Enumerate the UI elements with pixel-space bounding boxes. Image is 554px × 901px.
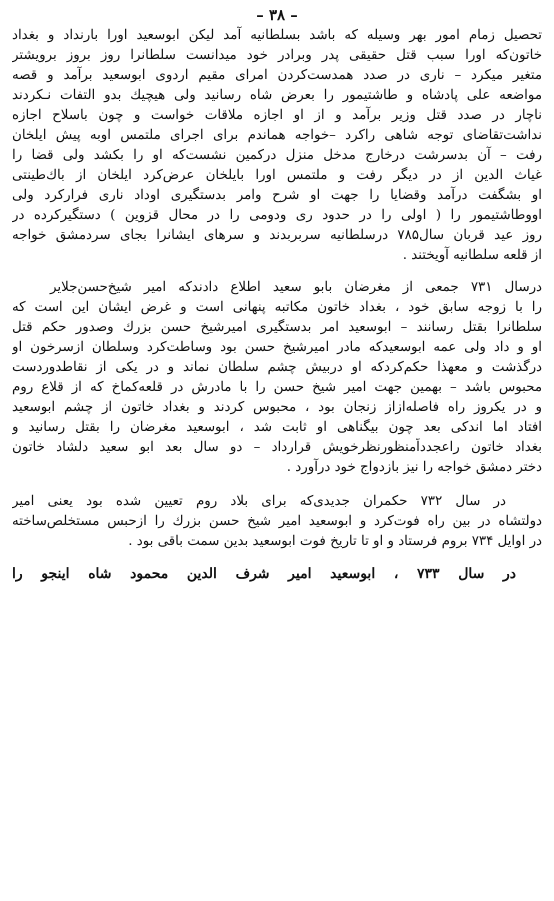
- text-line: غیاث الدین از در دیگر رفت و ملتمس اورا بایلخان عرض‌کرد ایلخان از باك‌طینتی: [12, 168, 542, 183]
- text-line: دختر دمشق خواجه را نیز بازدواج خود درآورد .: [286, 460, 542, 475]
- text-line: از قلعه سلطانیه آویختند .: [402, 248, 542, 263]
- text-line: را با زوجه سابق خود ، بغداد خاتون مکاتبه پنهانی است و غرض ایشان این است که: [12, 300, 542, 315]
- text-line: در اوایل ۷۳۴ بروم فرستاد و او تا تاریخ فوت ابوسعید بدین سمت باقی بود .: [128, 534, 542, 549]
- text-line: اووطاشتیمور را ( اولی را در حدود ری ودومی را در محال قزوین ) دستگیر‌کرده در: [12, 208, 542, 223]
- text-line: مواضعه علی پادشاه و طاشتیمور را بعرض شاه رسانید ولی هیچیك بدو التفات نـکردند: [12, 88, 542, 103]
- text-line: رفت – آن بدسرشت درخارج مدخل منزل درکمین نشست‌که او را بکشد ولی قضا را: [12, 148, 542, 163]
- text-line: درگذشت و معهذا حکم‌کردکه او دربیش چشم سلطان نماند و در یکی از نقاطدوردست: [12, 360, 542, 375]
- text-line: در سال ۷۳۲ حکمران جدیدی‌که برای بلاد روم تعیین شده بود یعنی امیر: [12, 494, 506, 509]
- text-line: ناچار در صدد قتل وزیر برآمد و از او اجازه ملاقات خواست و چون باسلاح اجازه: [12, 108, 542, 123]
- text-line: متغیر میکرد – ناری در صدد همدست‌کردن امرای مقیم اردوی ابوسعید برآمد و قصه: [12, 68, 542, 83]
- text-line: دولتشاه در بین راه فوت‌کرد و ابوسعید امیر شیخ حسن بزرك را ازحبس مستخلص‌ساخته: [12, 514, 542, 529]
- text-line: و در یکروز راه فاصله‌ازاز زنجان بود ، محبوس کردند و بغداد خاتون از چشم ابوسعید: [12, 400, 542, 415]
- text-line: بغداد خاتون راعجدداًمنظورنظرخویش قرارداد – دو سال بعد ابو سعید دلشاد خاتون: [12, 440, 542, 455]
- text-line: محبوس باشد – بهمین جهت امیر شیخ حسن را با مادرش در قلعه‌کماخ که از قلاع روم: [12, 380, 542, 395]
- text-line: او و داد ولی عمه ابوسعیدکه مادر امیرشیخ حسن بود وساطت‌کرد وسلطان ازسرخون او: [12, 340, 542, 355]
- paragraph-3: [12, 492, 542, 552]
- text-line: در سال ۷۳۳ ، ابوسعید امیر شرف الدین محمود شاه اینجو را: [12, 566, 516, 582]
- paragraph-1: [12, 26, 542, 266]
- text-line: سلطانرا بقتل رسانند – ابوسعید امر بدستگیری امیرشیخ حسن بزرك وصدور حکم قتل: [12, 320, 542, 335]
- paragraph-2: [12, 278, 542, 478]
- text-line: نداشت‌تقاضای توجه شاهی راکرد –خواجه هماندم برای اجرای ملتمس اوبه پیش ایلخان: [12, 128, 542, 143]
- text-line: درسال ۷۳۱ جمعی از مغرضان بابو سعید اطلاع دادندکه امیر شیخ‌حسن‌جلایر: [50, 280, 542, 295]
- text-line: تحصیل زمام امور بهر وسیله که باشد بسلطانیه آمد لیکن ابوسعید اورا بارنداد و بغداد: [12, 28, 542, 43]
- text-line: افتاد اما اندکی بعد چون بیگناهی او ثابت شد ، ابوسعید مغرضان را بقتل رسانید و: [12, 420, 542, 435]
- page-number: – ۳۸ –: [256, 6, 298, 24]
- text-line: او بشگفت درآمد وقضایا را جهت او شرح وامر بدستگیری اوداد ناری فرارکرد ولی: [12, 188, 542, 203]
- paragraph-4: [12, 564, 542, 584]
- text-line: روز عید قربان سال۷۸۵ درسلطانیه سربربدند و سرهای ایشانرا بجای سردمشق خواجه: [12, 228, 542, 243]
- text-line: خاتون‌که اورا سبب قتل حقیقی پدر وبرادر خود میدانست سلطانرا روز بروز برویشتر: [12, 48, 542, 63]
